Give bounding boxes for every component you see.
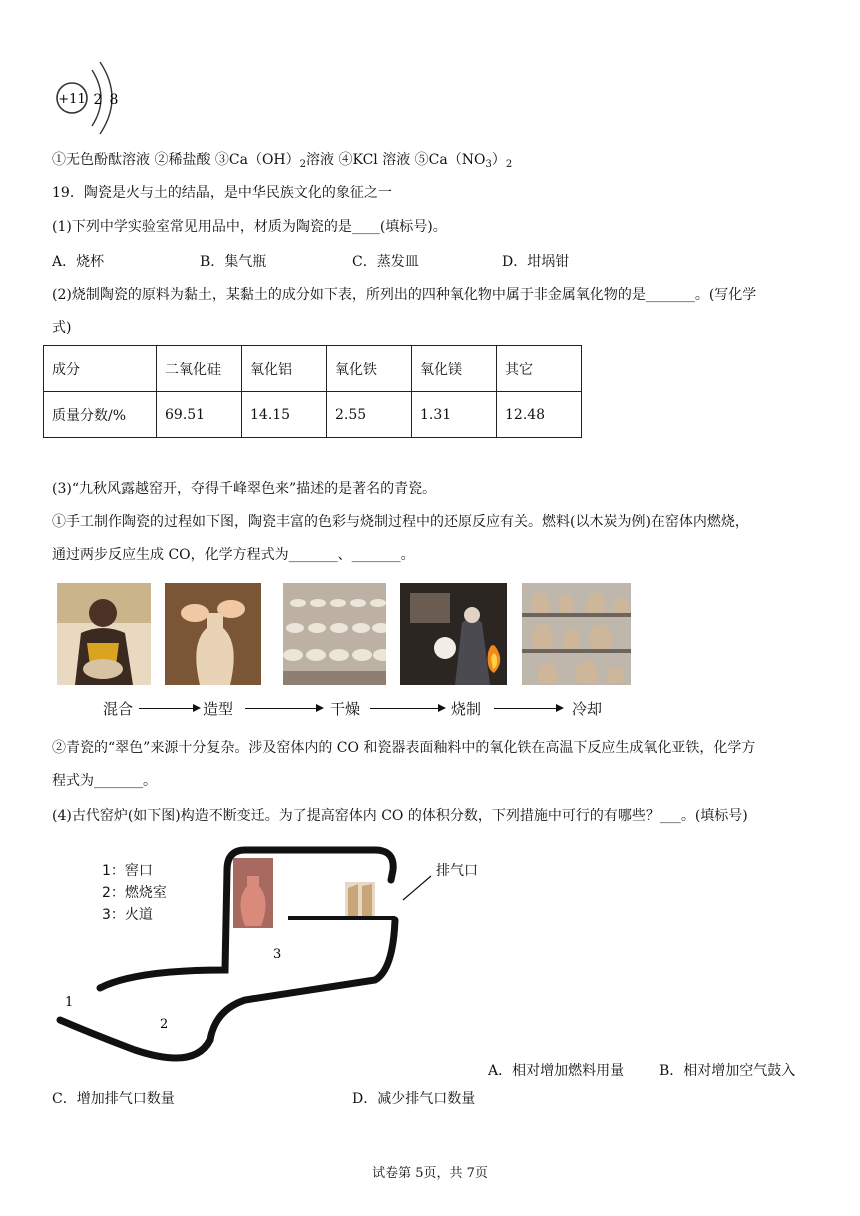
table-cell: 二氧化硅 xyxy=(157,346,242,392)
table-cell: 质量分数/% xyxy=(44,392,157,438)
question-19-part-1: (1)下列中学实验室常见用品中，材质为陶瓷的是____(填标号)。 xyxy=(52,219,447,235)
question-19-part-3-2-line1: ②青瓷的“翠色”来源十分复杂。涉及窑体内的 CO 和瓷器表面釉料中的氧化铁在高温下反应生成氧化亚铁，化学方 xyxy=(52,740,756,756)
reagent-text-3: ） xyxy=(491,152,506,168)
sodium-atom-structure-diagram xyxy=(52,60,132,136)
table-cell: 氧化铁 xyxy=(327,346,412,392)
subscript: 3 xyxy=(485,159,492,170)
shaping-photo xyxy=(165,583,261,685)
process-step-shaping: 造型 xyxy=(203,700,234,718)
mixing-photo xyxy=(57,583,151,685)
table-header-row xyxy=(44,346,582,392)
process-step-cooling: 冷却 xyxy=(572,700,603,718)
clay-composition-table xyxy=(43,345,582,438)
exhaust-port-label: 排气口 xyxy=(436,863,478,879)
question-19-title: 19．陶瓷是火与土的结晶，是中华民族文化的象征之一 xyxy=(52,185,392,201)
option-c[interactable]: C．蒸发皿 xyxy=(352,254,419,270)
shell-2-electrons: 8 xyxy=(109,92,119,108)
shell-1-electrons: 2 xyxy=(93,92,103,108)
table-cell: 14.15 xyxy=(242,392,327,438)
process-step-firing: 烧制 xyxy=(451,700,482,718)
arrow-right-icon xyxy=(370,708,444,709)
nucleus-charge: +11 xyxy=(58,92,86,107)
table-row xyxy=(44,392,582,438)
question-19-part-4: (4)古代窑炉(如下图)构造不断变迁。为了提高窑体内 CO 的体积分数，下列措施中可行的有哪些？___。(填标号) xyxy=(52,808,748,824)
legend-item: 1：窖口 xyxy=(102,863,153,879)
question-19-part-3-2-line2: 程式为_______。 xyxy=(52,773,157,789)
process-step-mixing: 混合 xyxy=(103,700,134,718)
page-footer: 试卷第 5页，共 7页 xyxy=(372,1166,488,1181)
table-cell: 氧化铝 xyxy=(242,346,327,392)
table-cell: 69.51 xyxy=(157,392,242,438)
question-19-part-3-1-line2: 通过两步反应生成 CO，化学方程式为_______、_______。 xyxy=(52,547,415,563)
subscript: 2 xyxy=(299,159,307,170)
kiln-label-3: 3 xyxy=(273,947,282,962)
question-19-part-3: (3)“九秋风露越窑开，夺得千峰翠色来”描述的是著名的青瓷。 xyxy=(52,481,437,497)
kiln-label-2: 2 xyxy=(160,1017,169,1032)
reagent-list xyxy=(52,150,512,175)
legend-item: 2：燃烧室 xyxy=(102,885,167,901)
question-19-part-2-line1: (2)烧制陶瓷的原料为黏土，某黏土的成分如下表，所列出的四种氧化物中属于非金属氧化物的是_______。(写化学 xyxy=(52,287,757,303)
subscript: 2 xyxy=(505,159,513,170)
option-d[interactable]: D．坩埚钳 xyxy=(502,254,570,270)
table-cell: 成分 xyxy=(44,346,157,392)
option-a[interactable]: A．相对增加燃料用量 xyxy=(488,1063,625,1079)
arrow-right-icon xyxy=(139,708,199,709)
question-19-part-2-line2: 式) xyxy=(52,320,72,336)
option-d[interactable]: D．减少排气口数量 xyxy=(352,1091,476,1107)
option-c[interactable]: C．增加排气口数量 xyxy=(52,1091,175,1107)
reagent-text-1: ①无色酚酞溶液 ②稀盐酸 ③Ca（OH） xyxy=(52,152,300,168)
kiln-label-1: 1 xyxy=(65,995,74,1010)
arrow-right-icon xyxy=(494,708,562,709)
option-b[interactable]: B．相对增加空气鼓入 xyxy=(659,1063,796,1079)
reagent-text-2: 溶液 ④KCl 溶液 ⑤Ca（NO xyxy=(306,152,486,168)
table-cell: 12.48 xyxy=(497,392,582,438)
option-b[interactable]: B．集气瓶 xyxy=(200,254,267,270)
legend-item: 3：火道 xyxy=(102,907,153,923)
process-step-drying: 干燥 xyxy=(330,700,361,718)
question-19-part-3-1-line1: ①手工制作陶瓷的过程如下图，陶瓷丰富的色彩与烧制过程中的还原反应有关。燃料(以木炭为例)在窑体内燃烧， xyxy=(52,514,749,530)
table-cell: 1.31 xyxy=(412,392,497,438)
cooling-photo xyxy=(522,583,631,685)
arrow-right-icon xyxy=(245,708,322,709)
exhaust-pointer-line xyxy=(403,876,431,900)
table-cell: 氧化镁 xyxy=(412,346,497,392)
drying-photo xyxy=(283,583,386,685)
option-a[interactable]: A．烧杯 xyxy=(52,254,105,270)
firing-photo xyxy=(400,583,507,685)
table-cell: 2.55 xyxy=(327,392,412,438)
table-cell: 其它 xyxy=(497,346,582,392)
kiln-legend xyxy=(102,860,167,926)
